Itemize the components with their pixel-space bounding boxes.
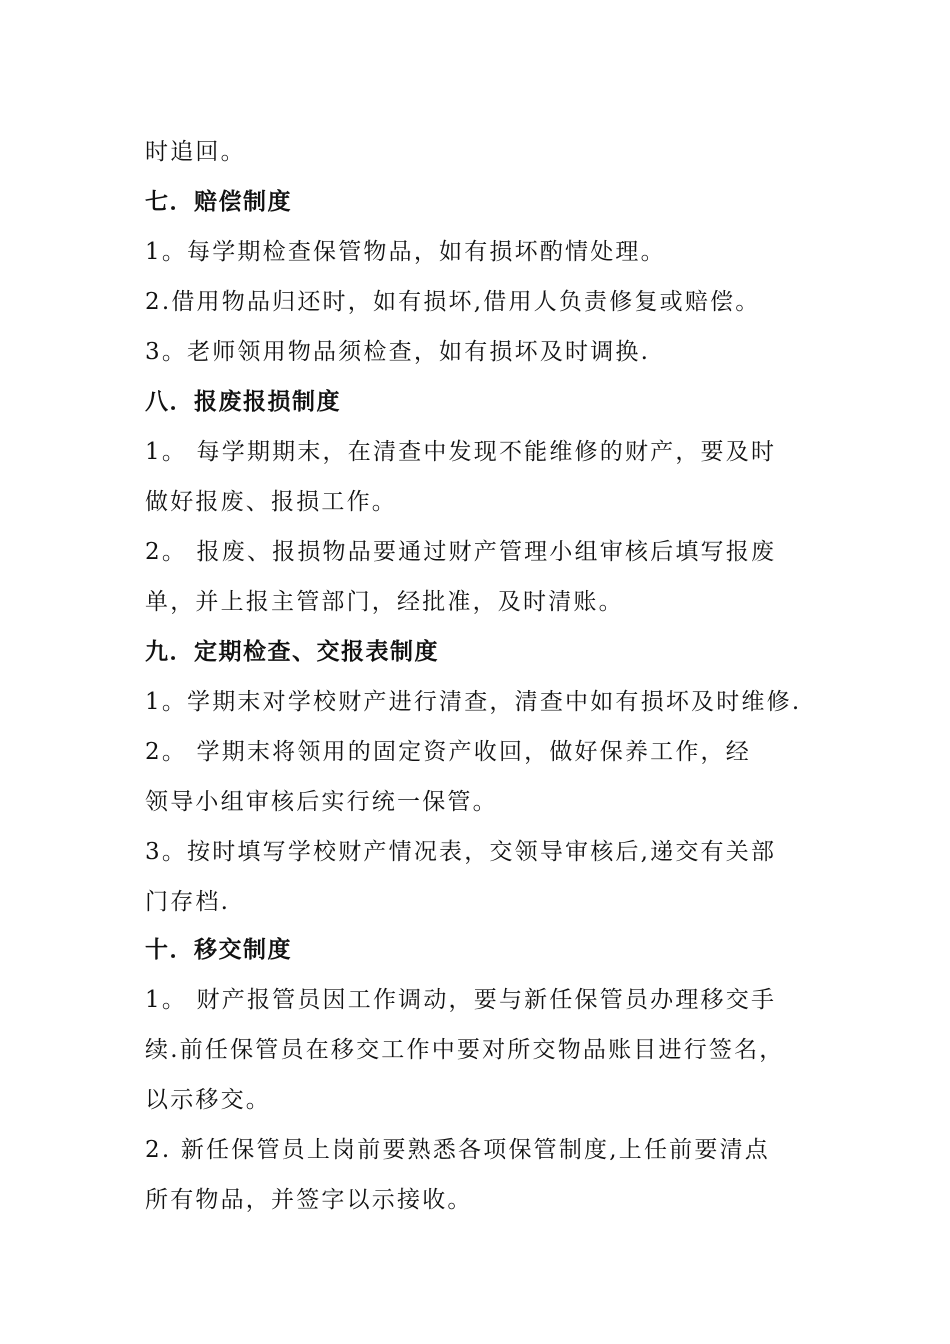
section-heading-7: 七．赔偿制度 xyxy=(145,189,292,215)
section-heading-8: 八．报废报损制度 xyxy=(145,389,341,415)
paragraph-line: 1。 每学期期末，在清查中发现不能维修的财产，要及时 xyxy=(145,439,777,465)
paragraph-line: 1。 财产报管员因工作调动，要与新任保管员办理移交手 xyxy=(145,987,777,1013)
paragraph-line: 所有物品，并签字以示接收。 xyxy=(145,1187,473,1213)
paragraph-line: 做好报废、报损工作。 xyxy=(145,489,397,515)
paragraph-line: 2。 报废、报损物品要通过财产管理小组审核后填写报废 xyxy=(145,539,777,565)
paragraph-line: 3。按时填写学校财产情况表，交领导审核后,递交有关部 xyxy=(145,839,777,865)
paragraph-line: 3。老师领用物品须检查，如有损坏及时调换. xyxy=(145,339,651,365)
paragraph-line: 2.借用物品归还时，如有损坏,借用人负责修复或赔偿。 xyxy=(145,289,761,315)
paragraph-line: 续.前任保管员在移交工作中要对所交物品账目进行签名， xyxy=(145,1037,785,1063)
section-heading-10: 十．移交制度 xyxy=(145,937,292,963)
paragraph-line: 1。学期末对学校财产进行清查，清查中如有损坏及时维修. xyxy=(145,689,802,715)
paragraph-line: 单，并上报主管部门，经批准，及时清账。 xyxy=(145,589,624,615)
paragraph-line: 1。每学期检查保管物品，如有损坏酌情处理。 xyxy=(145,239,666,265)
paragraph-line: 2。 学期末将领用的固定资产收回，做好保养工作，经 xyxy=(145,739,751,765)
paragraph-line: 领导小组审核后实行统一保管。 xyxy=(145,789,498,815)
paragraph-line: 时追回。 xyxy=(145,139,246,165)
paragraph-line: 以示移交。 xyxy=(145,1087,271,1113)
section-heading-9: 九．定期检查、交报表制度 xyxy=(145,639,439,665)
paragraph-line: 2. 新任保管员上岗前要熟悉各项保管制度,上任前要清点 xyxy=(145,1137,770,1163)
paragraph-line: 门存档. xyxy=(145,889,231,915)
